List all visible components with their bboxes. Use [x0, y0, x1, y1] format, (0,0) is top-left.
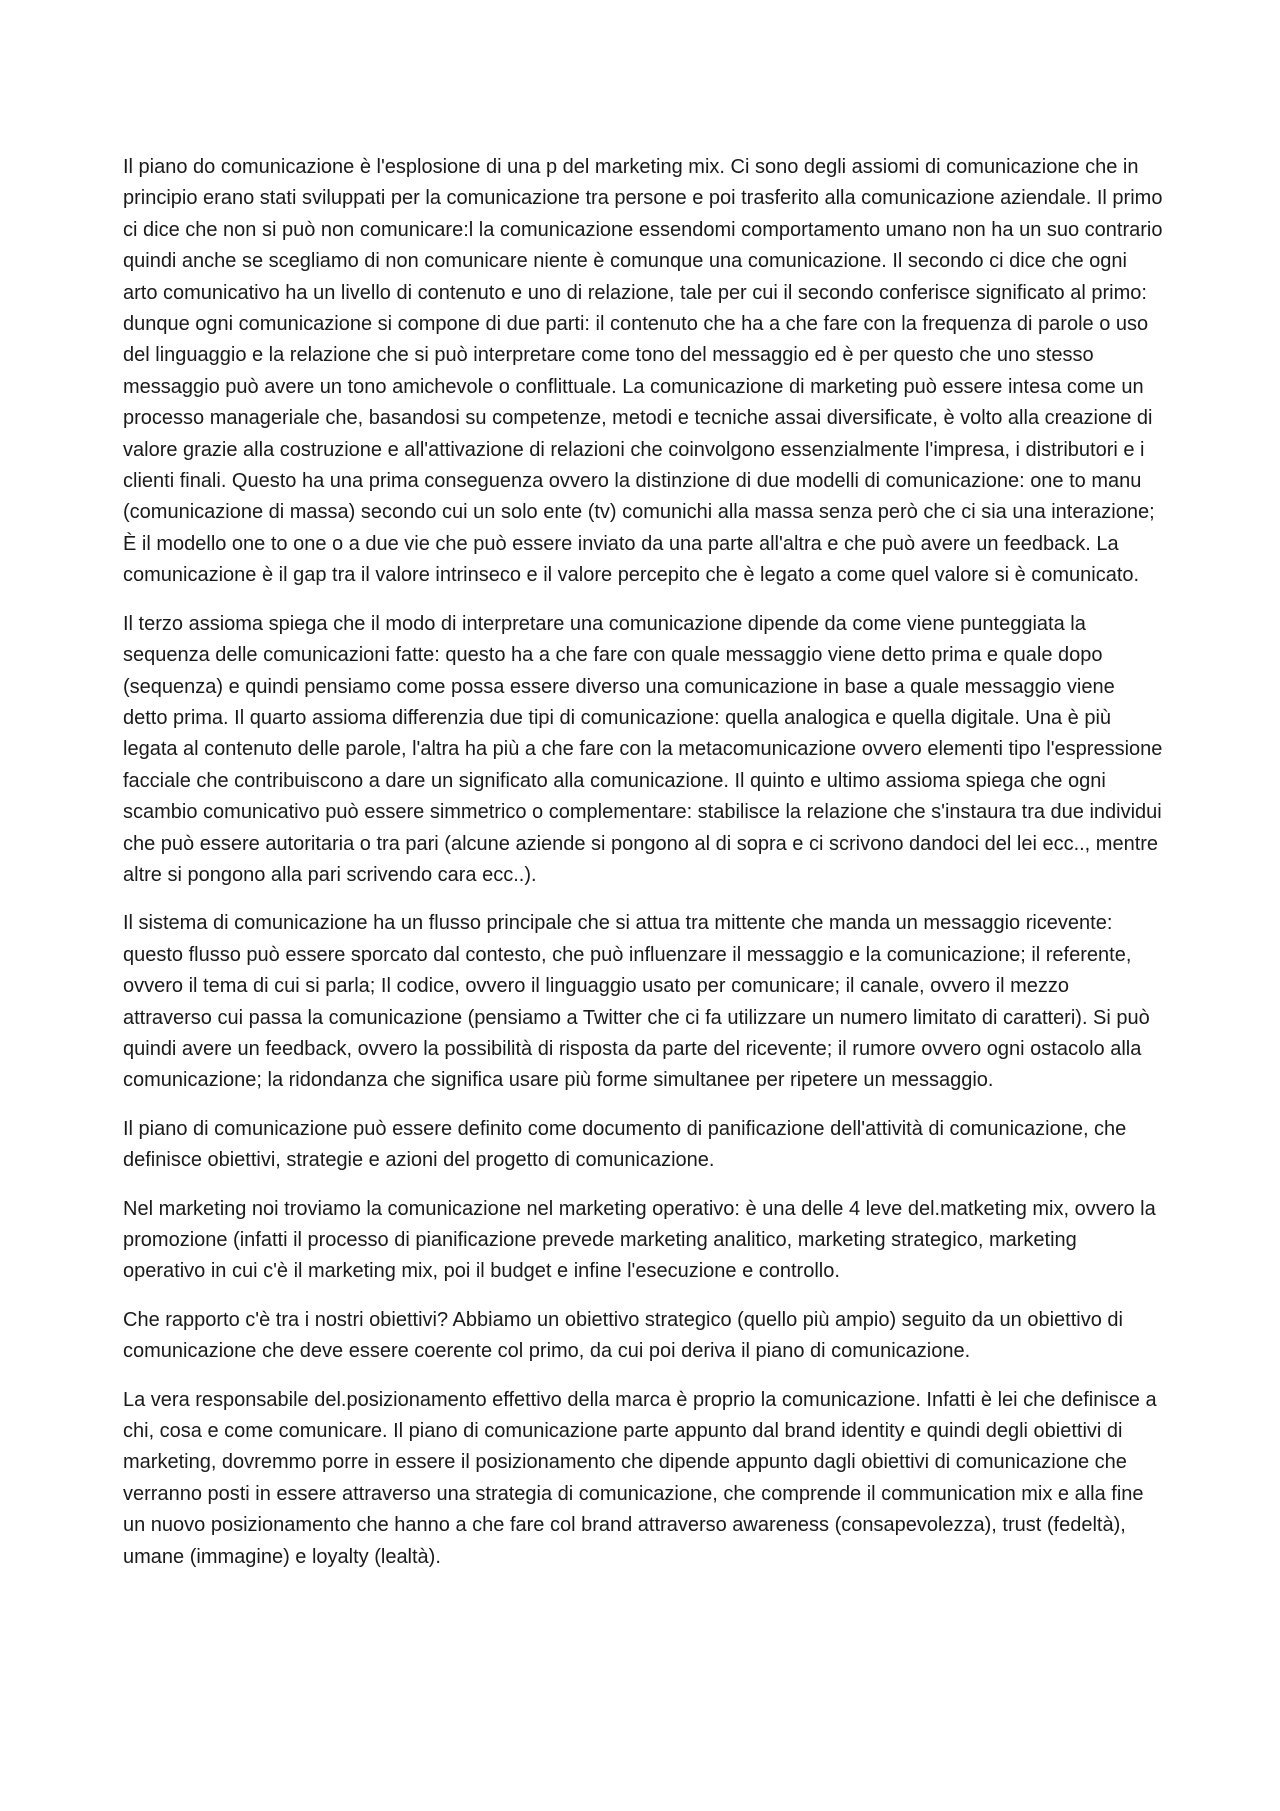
paragraph-communication-plan-definition: Il piano di comunicazione può essere definito come documento di panificazione dell'attività di comunicazione, che definisce obiettivi, strategie e azioni del progetto di comunicazione.: [123, 1117, 1127, 1172]
paragraph-brand-positioning: La vera responsabile del.posizionamento effettivo della marca è proprio la comunicazione. Infatti è lei che definisce a chi, cosa e come comunicare. Il piano di comunicazione parte appunto dal brand identity e quindi degli obiettivi di marketing, dovremmo porre in essere il posizionamento che dipende appunto dagli obiettivi di comunicazione che verranno posti in essere attraverso una strategia di comunicazione, che comprende il communication mix e alla fine un nuovo posizionamento che hanno a che fare col brand attraverso awareness (consapevolezza), trust (fedeltà), umane (immagine) e loyalty (lealtà).: [123, 1388, 1157, 1568]
paragraph-communication-axioms: Il piano do comunicazione è l'esplosione di una p del marketing mix. Ci sono degli assiomi di comunicazione che in principio erano stati sviluppati per la comunicazione tra persone e poi trasferito alla comunicazione aziendale. Il primo ci dice che non si può non comunicare:l la comunicazione essendomi comportamento umano non ha un suo contrario quindi anche se scegliamo di non comunicare niente è comunque una comunicazione. Il secondo ci dice che ogni arto comunicativo ha un livello di contenuto e uno di relazione, tale per cui il secondo conferisce significato al primo: dunque ogni comunicazione si compone di due parti: il contenuto che ha a che fare con la frequenza di parole o uso del linguaggio e la relazione che si può interpretare come tono del messaggio ed è per questo che uno stesso messaggio può avere un tono amichevole o conflittuale. La comunicazione di marketing può essere intesa come un processo manageriale che, basandosi su competenze, metodi e tecniche assai diversificate, è volto alla creazione di valore grazie alla costruzione e all'attivazione di relazioni che coinvolgono essenzialmente l'impresa, i distributori e i clienti finali. Questo ha una prima conseguenza ovvero la distinzione di due modelli di comunicazione: one to manu (comunicazione di massa) secondo cui un solo ente (tv) comunichi alla massa senza però che ci sia una interazione; È il modello one to one o a due vie che può essere inviato da una parte all'altra e che può avere un feedback. La comunicazione è il gap tra il valore intrinseco e il valore percepito che è legato a come quel valore si è comunicato.: [123, 156, 1163, 587]
paragraph-objectives-relationship: Che rapporto c'è tra i nostri obiettivi? Abbiamo un obiettivo strategico (quello più ampio) seguito da un obiettivo di comunicazione che deve essere coerente col primo, da cui poi deriva il piano di comunicazione.: [123, 1308, 1123, 1363]
document-body: [123, 152, 1163, 1590]
paragraph-third-fourth-fifth-axioms: Il terzo assioma spiega che il modo di interpretare una comunicazione dipende da come viene punteggiata la sequenza delle comunicazioni fatte: questo ha a che fare con quale messaggio viene detto prima e quale dopo (sequenza) e quindi pensiamo come possa essere diverso una comunicazione in base a quale messaggio viene detto prima. Il quarto assioma differenzia due tipi di comunicazione: quella analogica e quella digitale. Una è più legata al contenuto delle parole, l'altra ha più a che fare con la metacomunicazione ovvero elementi tipo l'espressione facciale che contribuiscono a dare un significato alla comunicazione. Il quinto e ultimo assioma spiega che ogni scambio comunicativo può essere simmetrico o complementare: stabilisce la relazione che s'instaura tra due individui che può essere autoritaria o tra pari (alcune aziende si pongono al di sopra e ci scrivono dandoci del lei ecc.., mentre altre si pongono alla pari scrivendo cara ecc..).: [123, 612, 1163, 886]
paragraph-marketing-operativo: Nel marketing noi troviamo la comunicazione nel marketing operativo: è una delle 4 leve del.matketing mix, ovvero la promozione (infatti il processo di pianificazione prevede marketing analitico, marketing strategico, marketing operativo in cui c'è il marketing mix, poi il budget e infine l'esecuzione e controllo.: [123, 1197, 1156, 1283]
paragraph-communication-system: Il sistema di comunicazione ha un flusso principale che si attua tra mittente che manda un messaggio ricevente: questo flusso può essere sporcato dal contesto, che può influenzare il messaggio e la comunicazione; il referente, ovvero il tema di cui si parla; Il codice, ovvero il linguaggio usato per comunicare; il canale, ovvero il mezzo attraverso cui passa la comunicazione (pensiamo a Twitter che ci fa utilizzare un numero limitato di caratteri). Si può quindi avere un feedback, ovvero la possibilità di risposta da parte del ricevente; il rumore ovvero ogni ostacolo alla comunicazione; la ridondanza che significa usare più forme simultanee per ripetere un messaggio.: [123, 912, 1150, 1092]
